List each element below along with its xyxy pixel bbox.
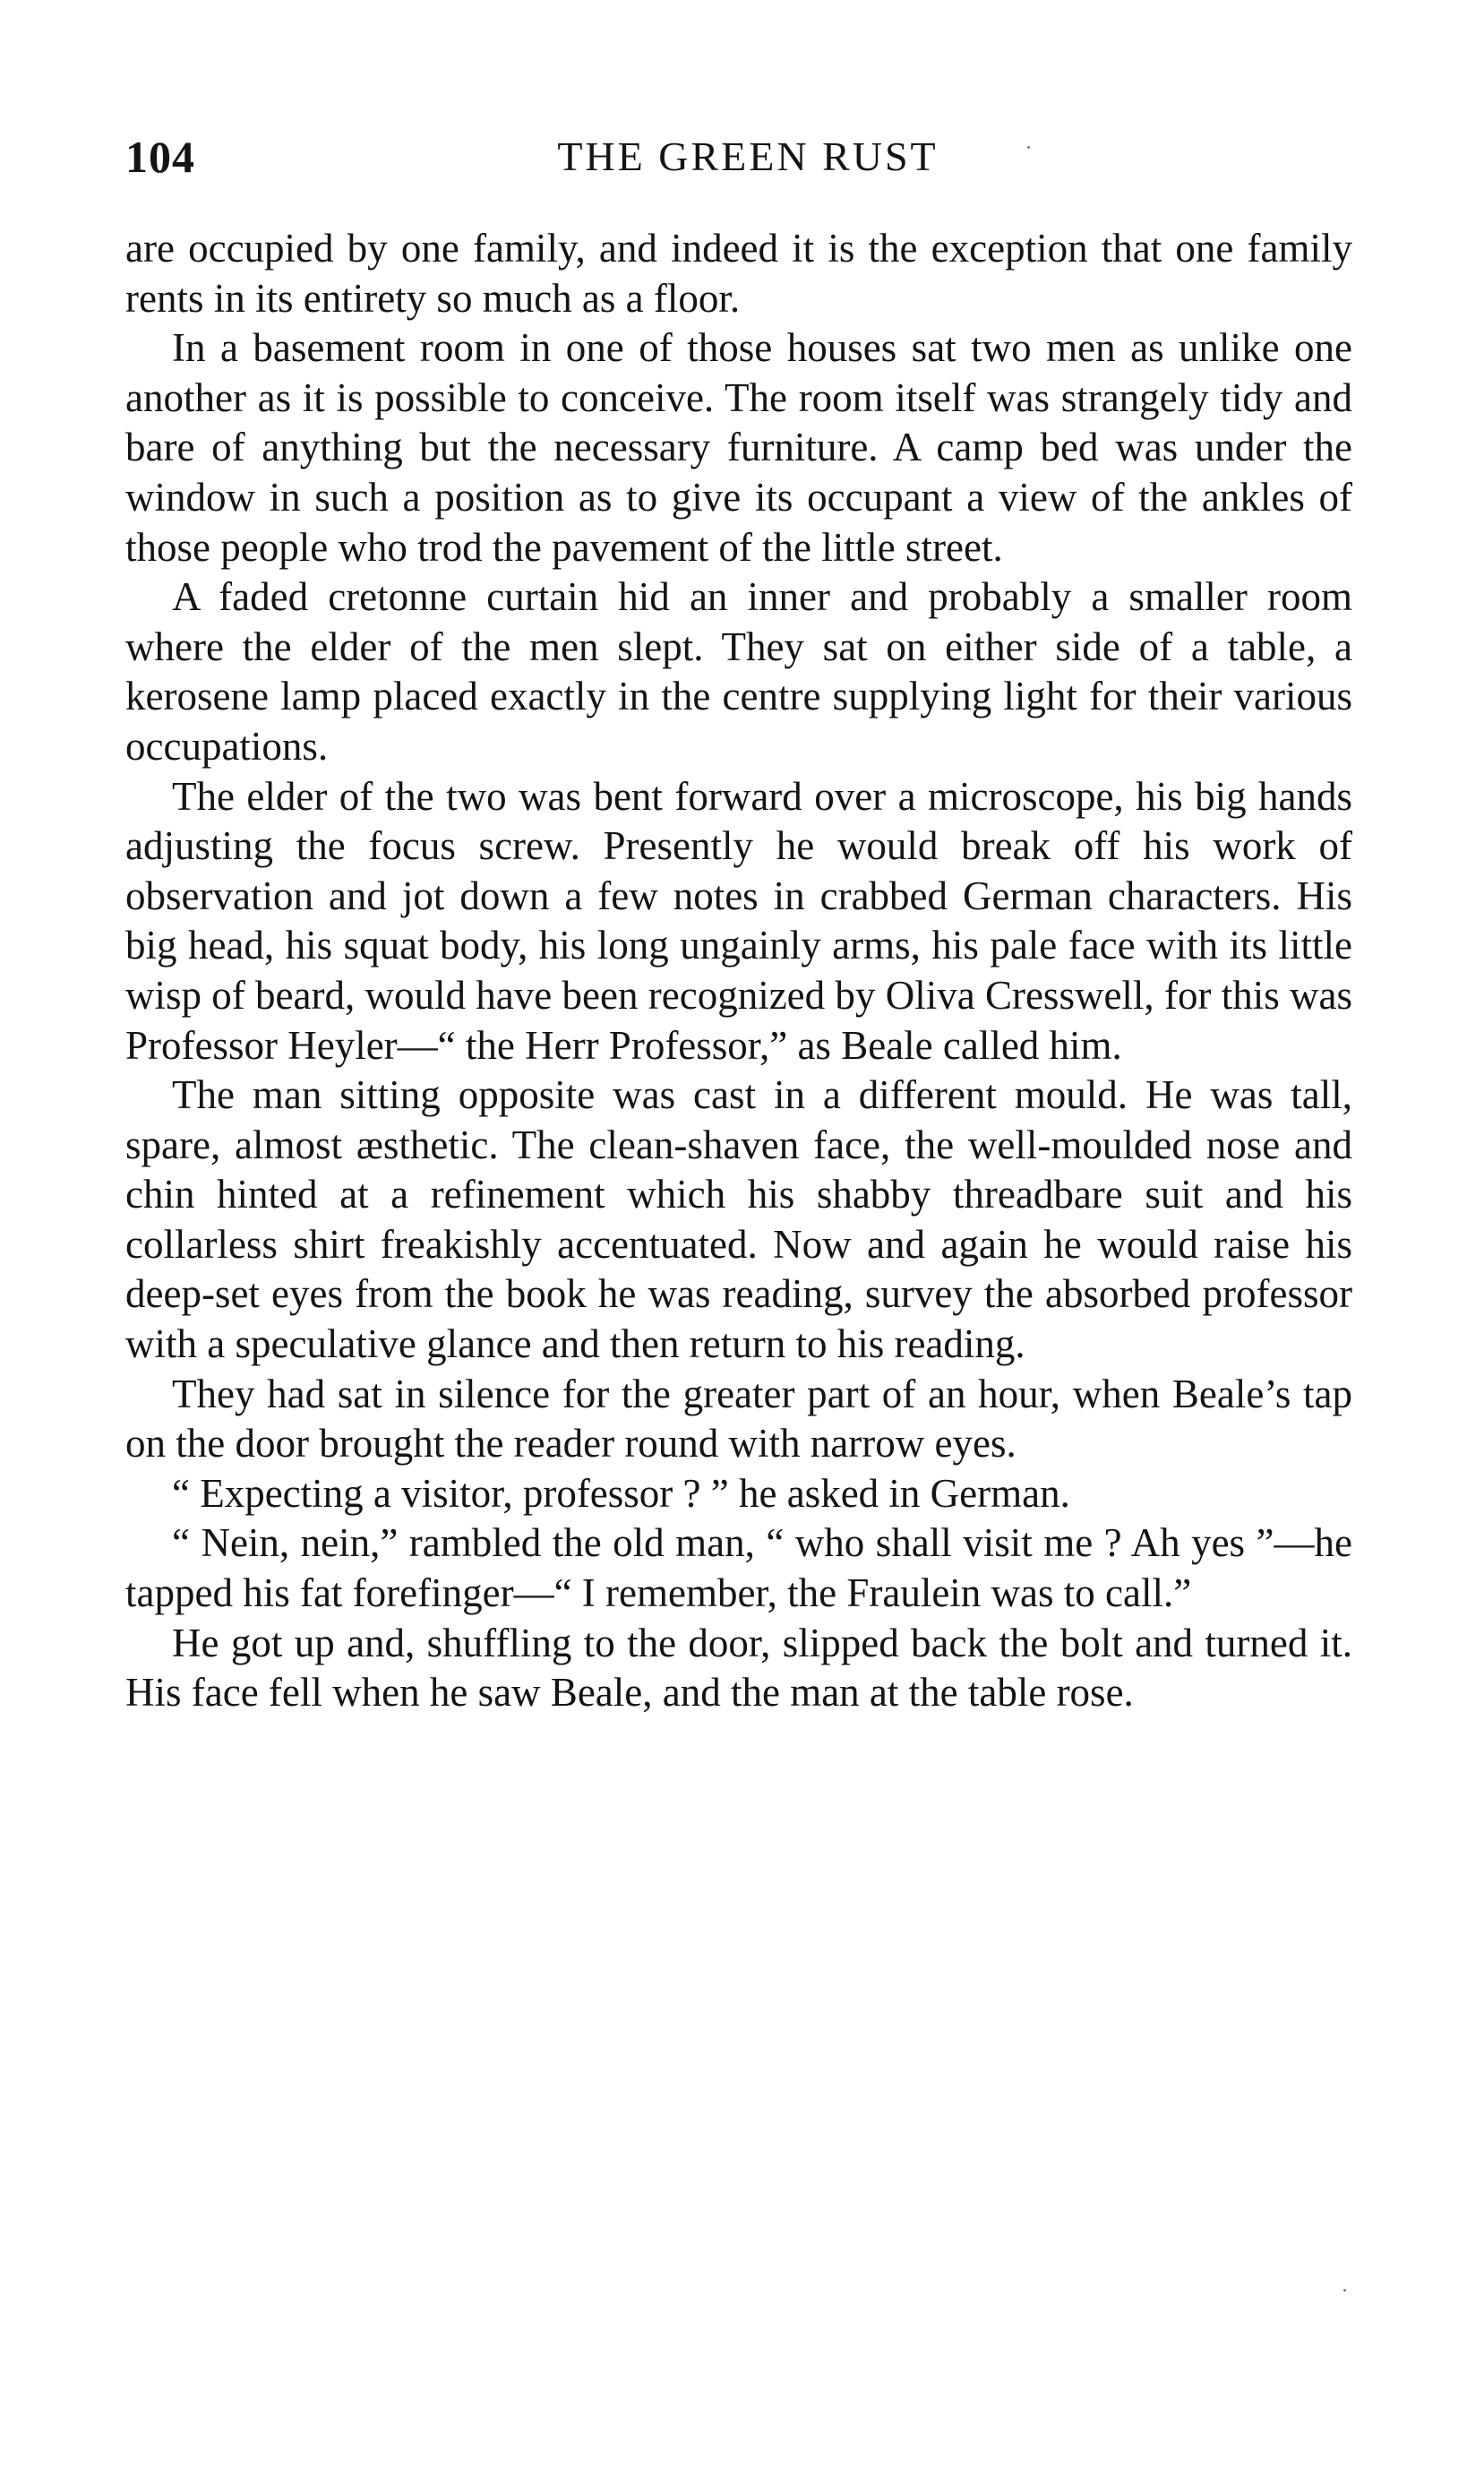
paragraph: In a basement room in one of those houses sat two men as unlike one another as it is possible to conceive. The room itself was strangely tidy and bare of anything but the necessary furniture. A camp bed was under the window in such a position as to give its occupant a view of the ankles of those people who trod the pavement of the little street. [125,325,1352,570]
running-head [125,125,1352,188]
paragraph: “ Expecting a visitor, professor ? ” he asked in German. [172,1470,1070,1516]
paragraph: They had sat in silence for the greater part of an hour, when Beale’s tap on the door brought the reader round with narrow eyes. [125,1371,1352,1467]
print-speck [1027,146,1030,149]
paragraph: “ Nein, nein,” rambled the old man, “ who shall visit me ? Ah yes ”—he tapped his fat forefinger—“ I remember, the Fraulein was to call.” [125,1520,1352,1616]
paragraph: The man sitting opposite was cast in a different mould. He was tall, spare, almost æsthetic. The clean-shaven face, the well-moulded nose and chin hinted at a refinement which his shabby threadbare suit and his collarless shirt freakishly accentuated. Now and again he would raise his deep-set eyes from the book he was reading, survey the absorbed professor with a speculative glance and then return to his reading. [125,1072,1352,1367]
paragraph: The elder of the two was bent forward over a microscope, his big hands adjusting the focus screw. Presently he would break off his work of observation and jot down a few notes in crabbed German characters. His big head, his squat body, his long ungainly arms, his pale face with its little wisp of beard, would have been recognized by Oliva Cresswell, for this was Professor Heyler—“ the Herr Professor,” as Beale called him. [125,773,1352,1068]
book-title: THE GREEN RUST [557,133,939,179]
page-number: 104 [125,132,195,182]
paragraph: are occupied by one family, and indeed it is the exception that one family rents in its entirety so much as a floor. [125,226,1352,321]
paragraph: He got up and, shuffling to the door, slipped back the bolt and turned it. His face fell when he saw Beale, and the man at the table rose. [125,1620,1352,1716]
paragraph: A faded cretonne curtain hid an inner and probably a smaller room where the elder of the men slept. They sat on either side of a table, a kerosene lamp placed exactly in the centre supplying light for their various occupations. [125,574,1352,769]
body-text [125,224,1352,1718]
print-speck [1343,2289,1346,2292]
